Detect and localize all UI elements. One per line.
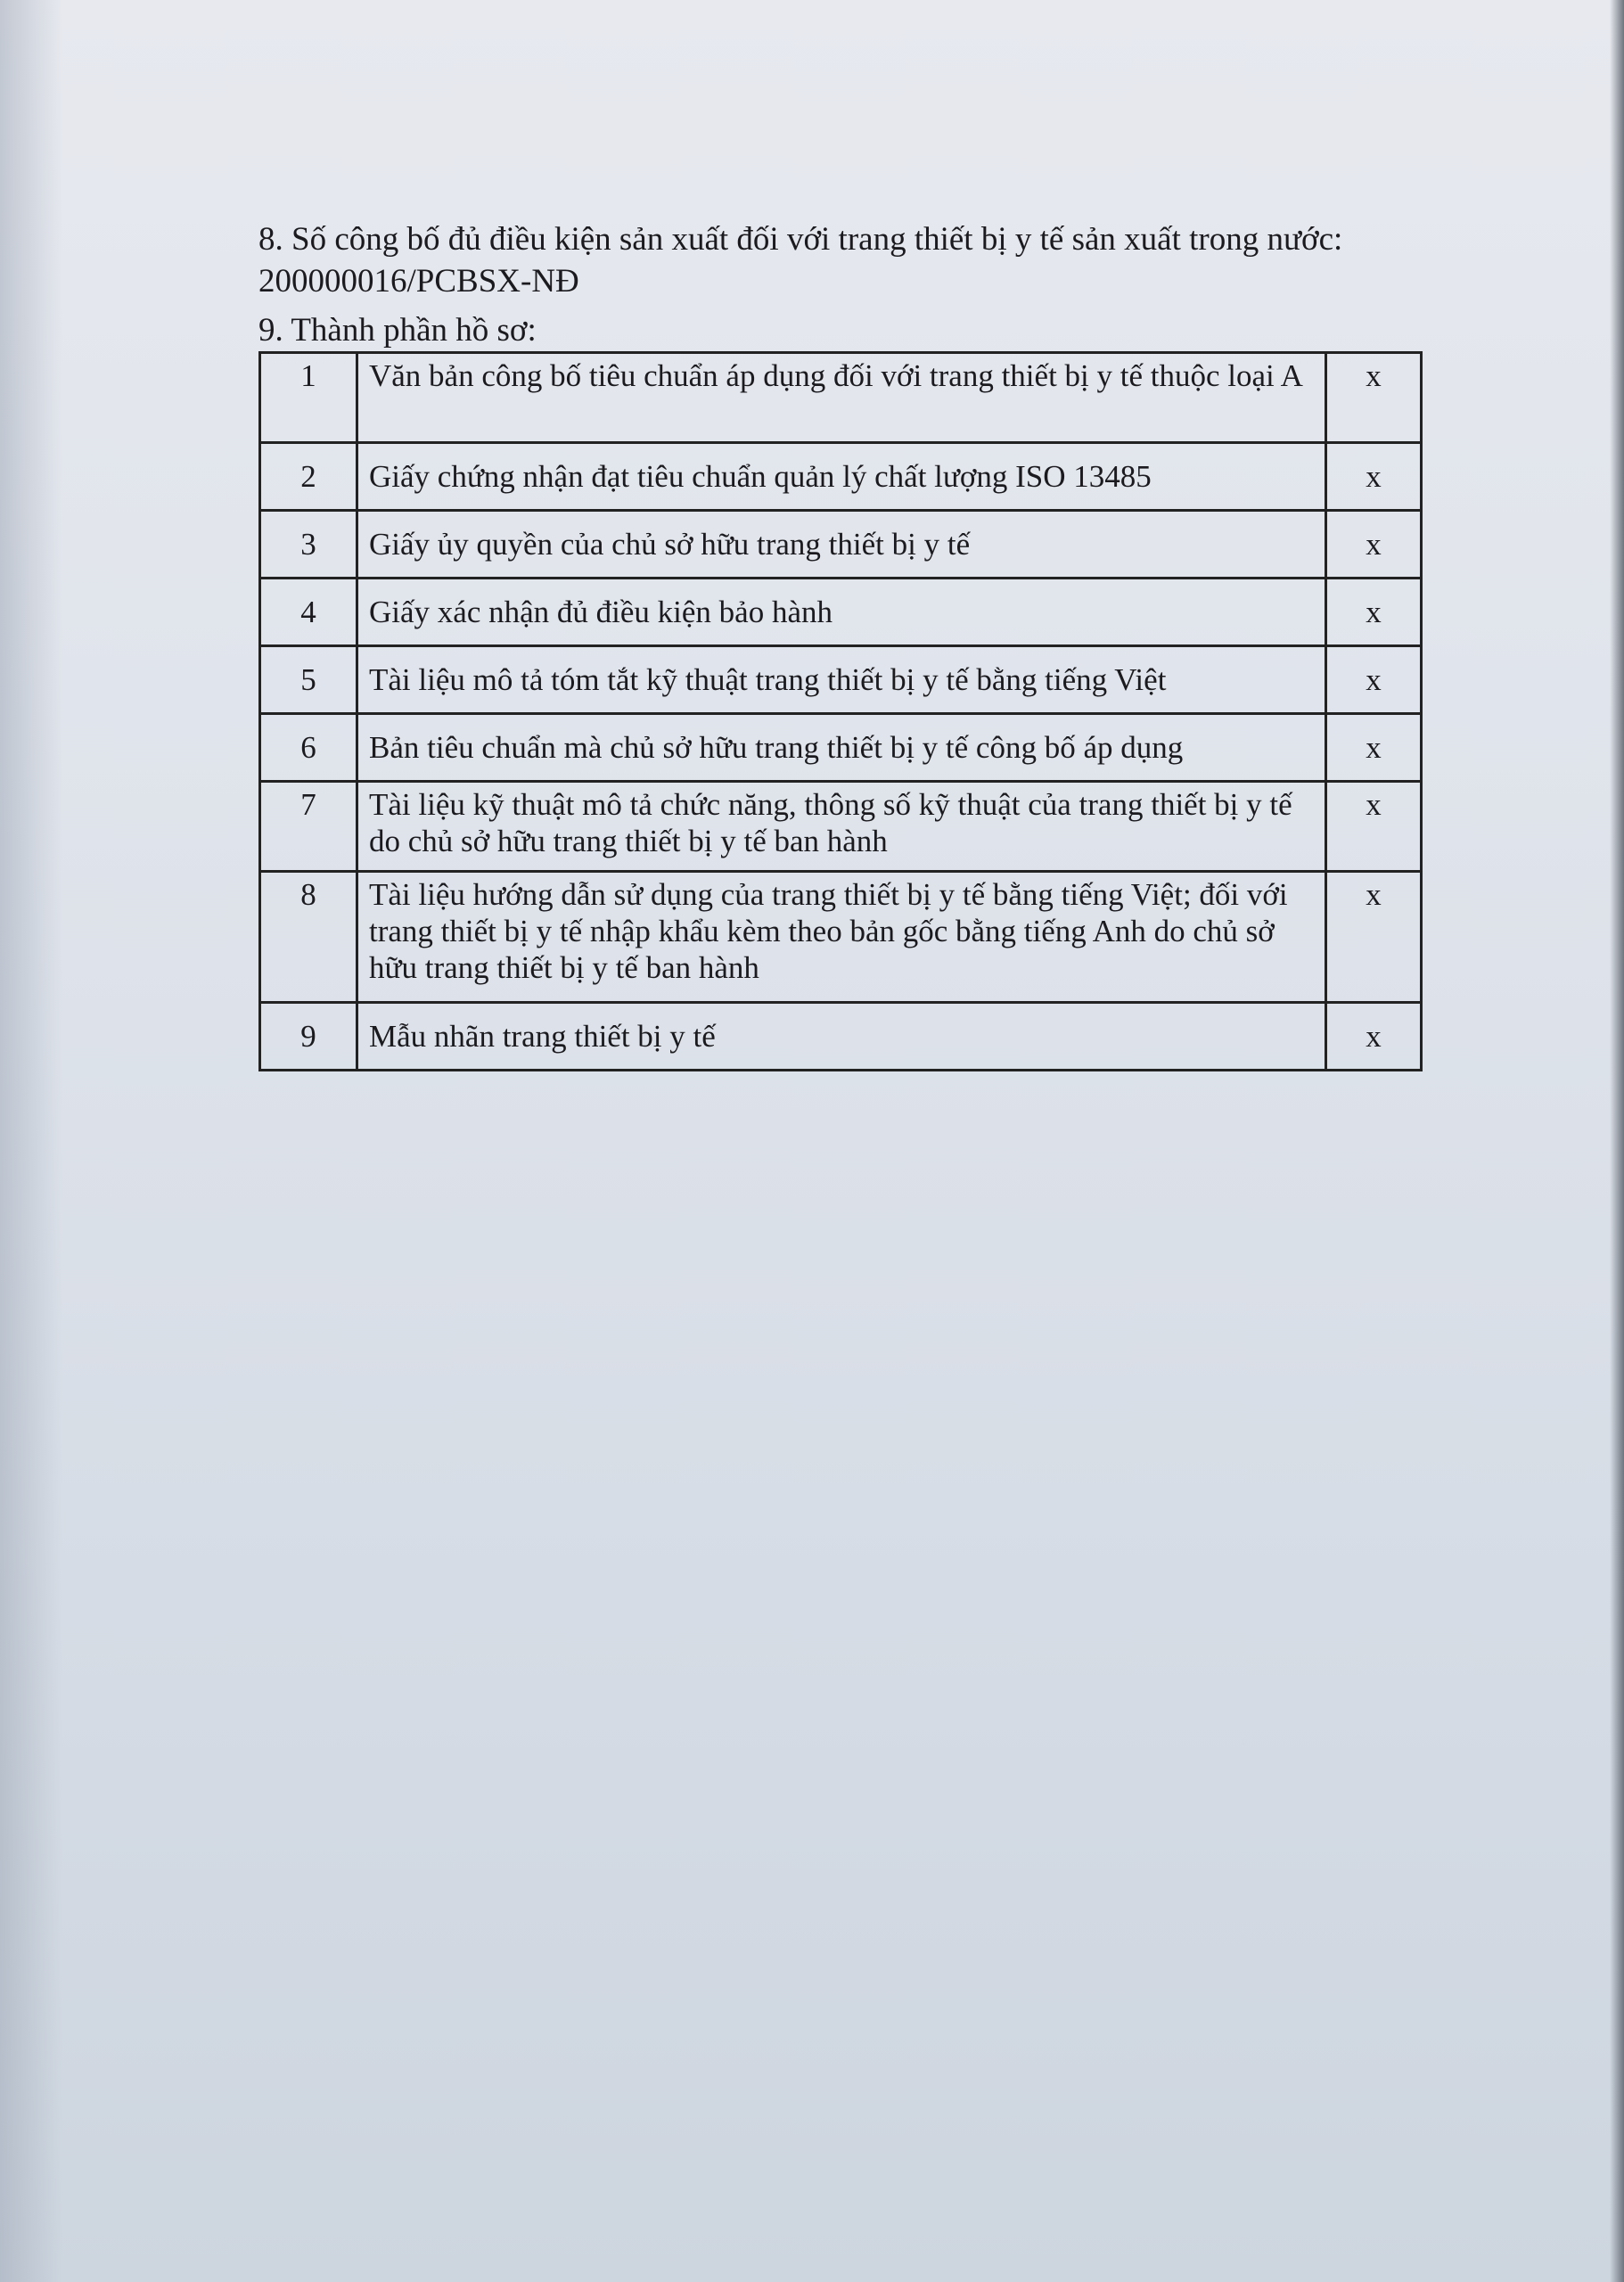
row-check-mark: x <box>1326 782 1422 872</box>
row-check-mark: x <box>1326 353 1422 443</box>
table-row <box>260 872 1422 1003</box>
row-number: 1 <box>260 353 357 443</box>
row-description: Mẫu nhãn trang thiết bị y tế <box>357 1003 1326 1071</box>
row-number: 9 <box>260 1003 357 1071</box>
section-8-paragraph: 8. Số công bố đủ điều kiện sản xuất đối với trang thiết bị y tế sản xuất trong nước: 200000016/PCBSX-NĐ <box>258 221 1343 300</box>
row-description: Văn bản công bố tiêu chuẩn áp dụng đối với trang thiết bị y tế thuộc loại A <box>357 353 1326 443</box>
row-check-mark: x <box>1326 443 1422 511</box>
row-check-mark: x <box>1326 646 1422 714</box>
table-row <box>260 443 1422 511</box>
row-description: Bản tiêu chuẩn mà chủ sở hữu trang thiết bị y tế công bố áp dụng <box>357 714 1326 782</box>
section-9-heading: 9. Thành phần hồ sơ: <box>258 312 537 349</box>
row-description: Tài liệu mô tả tóm tắt kỹ thuật trang thiết bị y tế bằng tiếng Việt <box>357 646 1326 714</box>
row-check-mark: x <box>1326 872 1422 1003</box>
table-row <box>260 646 1422 714</box>
row-check-mark: x <box>1326 511 1422 579</box>
row-description: Giấy ủy quyền của chủ sở hữu trang thiết bị y tế <box>357 511 1326 579</box>
row-number: 3 <box>260 511 357 579</box>
row-description: Tài liệu hướng dẫn sử dụng của trang thiết bị y tế bằng tiếng Việt; đối với trang thiết bị y tế nhập khẩu kèm theo bản gốc bằng tiếng Anh do chủ sở hữu trang thiết bị y tế ban hành <box>357 872 1326 1003</box>
row-number: 8 <box>260 872 357 1003</box>
table-row <box>260 511 1422 579</box>
row-number: 7 <box>260 782 357 872</box>
row-number: 5 <box>260 646 357 714</box>
row-description: Giấy xác nhận đủ điều kiện bảo hành <box>357 579 1326 646</box>
table-row <box>260 714 1422 782</box>
table-row <box>260 579 1422 646</box>
table-row <box>260 782 1422 872</box>
table-row <box>260 1003 1422 1071</box>
row-number: 4 <box>260 579 357 646</box>
table-row <box>260 353 1422 443</box>
row-check-mark: x <box>1326 579 1422 646</box>
row-number: 2 <box>260 443 357 511</box>
row-description: Tài liệu kỹ thuật mô tả chức năng, thông số kỹ thuật của trang thiết bị y tế do chủ sở hữu trang thiết bị y tế ban hành <box>357 782 1326 872</box>
row-number: 6 <box>260 714 357 782</box>
document-content <box>258 218 1426 1071</box>
row-check-mark: x <box>1326 1003 1422 1071</box>
row-check-mark: x <box>1326 714 1422 782</box>
row-description: Giấy chứng nhận đạt tiêu chuẩn quản lý chất lượng ISO 13485 <box>357 443 1326 511</box>
document-list-table <box>258 351 1423 1071</box>
